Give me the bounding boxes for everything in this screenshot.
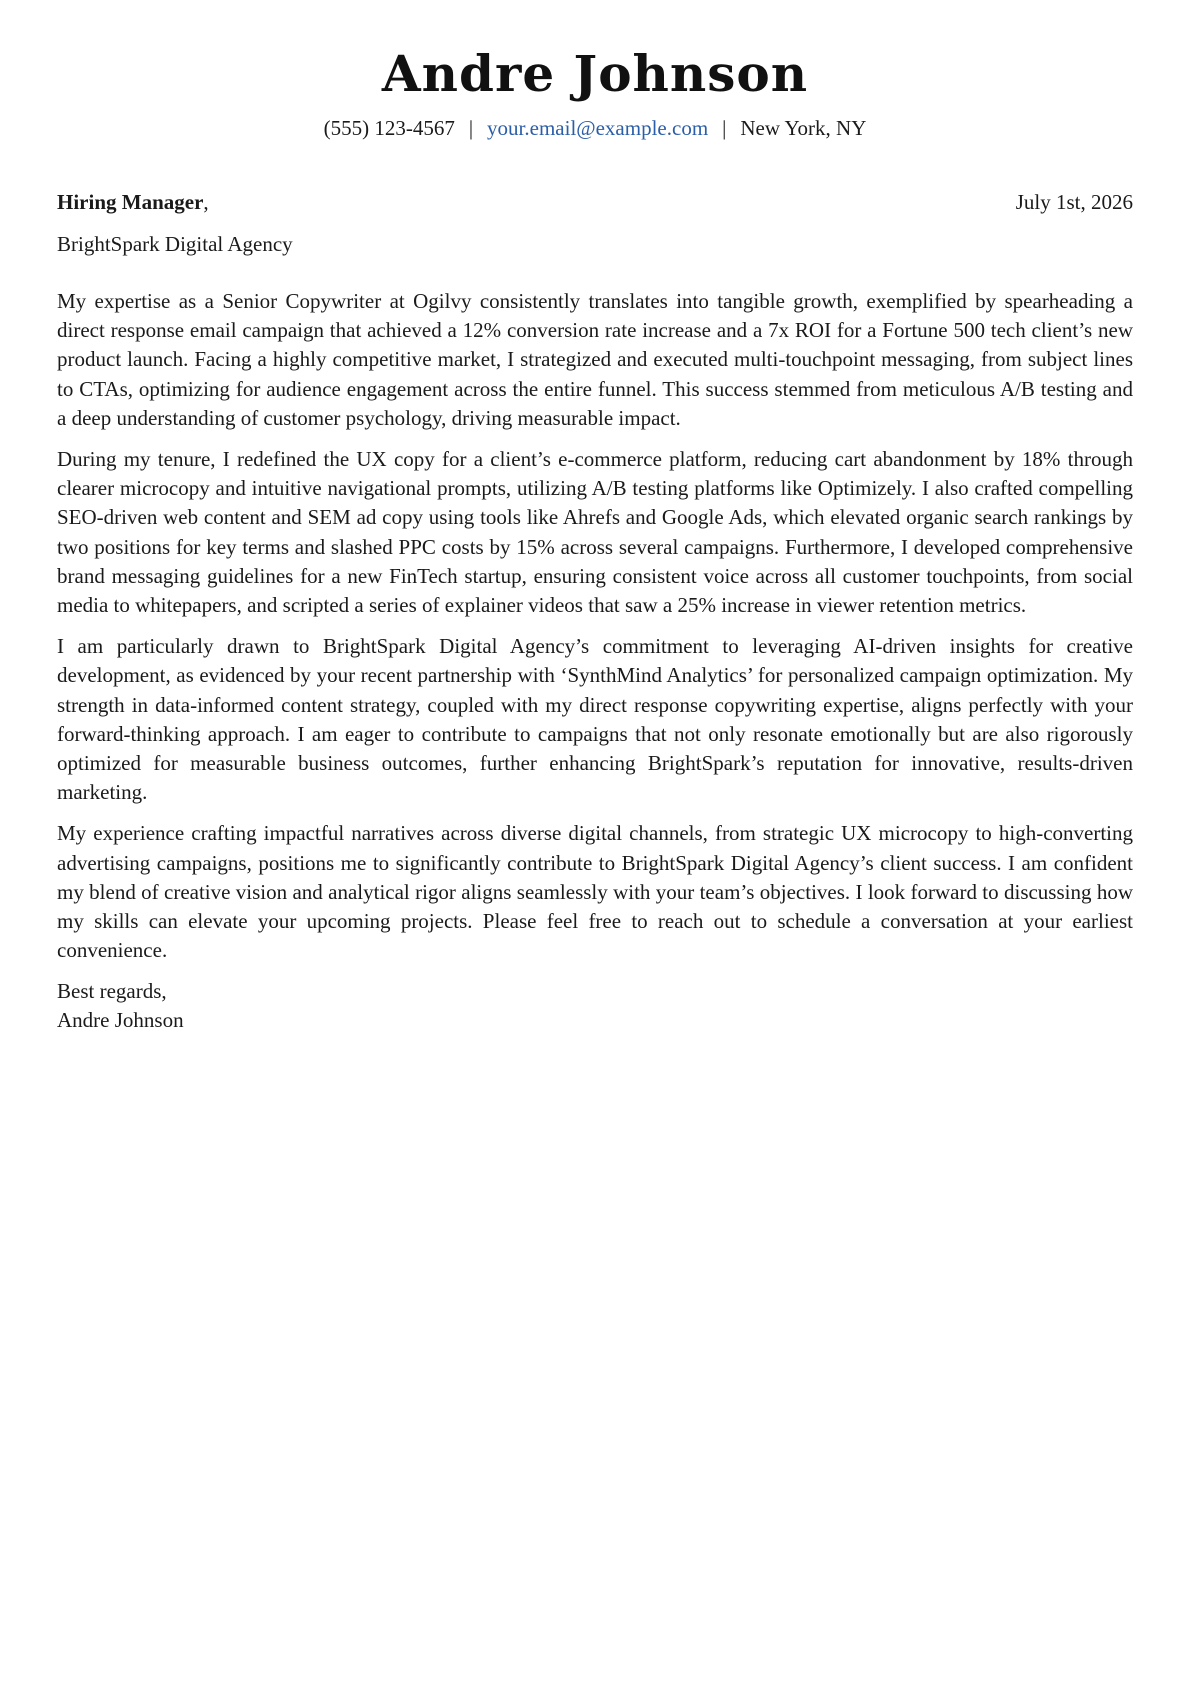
body-paragraph: I am particularly drawn to BrightSpark Digital Agency’s commitment to leveraging AI-driven insights for creative development, as evidenced by your recent partnership with ‘SynthMind Analytics’ for personalized campaign optimization. My strength in data-informed content strategy, coupled with my direct response copywriting expertise, aligns perfectly with your forward-thinking approach. I am eager to contribute to campaigns that not only resonate emotionally but are also rigorously optimized for measurable business outcomes, further enhancing BrightSpark’s reputation for innovative, results-driven marketing. [57,634,1133,805]
letter-closing [57,977,1133,1035]
contact-separator: | [722,116,727,140]
closing-salutation: Best regards, [57,979,167,1004]
location: New York, NY [740,116,867,140]
phone-number: (555) 123-4567 [323,116,455,140]
sender-name: Andre Johnson [381,44,809,103]
signature-name: Andre Johnson [57,1008,184,1033]
letter-body [57,287,1133,965]
recipient-company: BrightSpark Digital Agency [57,232,293,256]
body-paragraph: During my tenure, I redefined the UX copy for a client’s e-commerce platform, reducing cart abandonment by 18% through clearer microcopy and intuitive navigational prompts, utilizing A/B testing platforms like Optimizely. I also crafted compelling SEO-driven web content and SEM ad copy using tools like Ahrefs and Google Ads, which elevated organic search rankings by two positions for key terms and slashed PPC costs by 15% across several campaigns. Furthermore, I developed comprehensive brand messaging guidelines for a new FinTech startup, ensuring consistent voice across all customer touchpoints, from social media to whitepapers, and scripted a series of explainer videos that saw a 25% increase in viewer retention metrics. [57,447,1133,618]
email-link[interactable]: your.email@example.com [487,116,709,140]
body-paragraph: My expertise as a Senior Copywriter at Ogilvy consistently translates into tangible growth, exemplified by spearheading a direct response email campaign that achieved a 12% conversion rate increase and a 7x ROI for a Fortune 500 tech client’s new product launch. Facing a highly competitive market, I strategized and executed multi-touchpoint messaging, from subject lines to CTAs, optimizing for audience engagement across the entire funnel. This success stemmed from meticulous A/B testing and a deep understanding of customer psychology, driving measurable impact. [57,289,1133,430]
greeting-comma: , [203,190,209,214]
contact-line [57,114,1133,142]
recipient-row [57,188,1133,216]
letter-header [57,0,1133,142]
recipient-name: Hiring Manager [57,190,204,214]
contact-separator: | [468,116,474,140]
body-paragraph: My experience crafting impactful narratives across diverse digital channels, from strategic UX microcopy to high-converting advertising campaigns, positions me to significantly contribute to BrightSpark Digital Agency’s client success. I am confident my blend of creative vision and analytical rigor aligns seamlessly with your team’s objectives. I look forward to discussing how my skills can elevate your upcoming projects. Please feel free to reach out to schedule a conversation at your earliest convenience. [57,821,1133,963]
greeting [57,188,209,216]
letter-date: July 1st, 2026 [1015,190,1133,214]
